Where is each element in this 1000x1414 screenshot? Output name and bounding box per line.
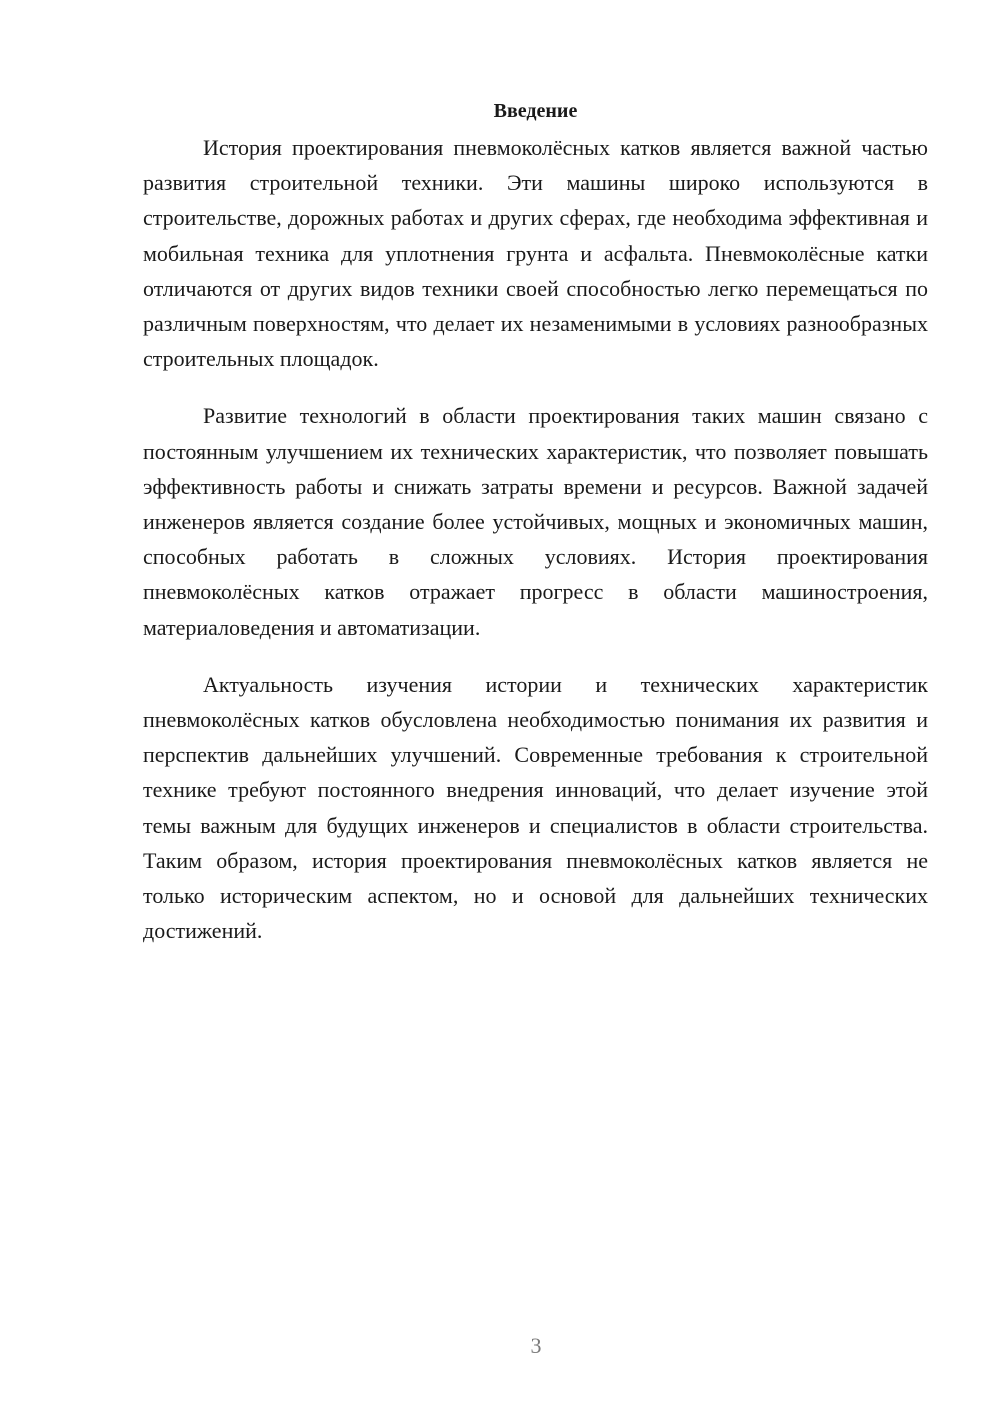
- paragraph-2: Развитие технологий в области проектирования таких машин связано с постоянным улучшением их технических характеристик, что позволяет повышать эффективность работы и снижать затраты времени и ресурсов. Важной задачей инженеров является создание более устойчивых, мощных и экономичных машин, способных работать в сложных условиях. История проектирования пневмоколёсных катков отражает прогресс в области машиностроения, материаловедения и автоматизации.: [143, 403, 928, 640]
- section-title: Введение: [493, 100, 578, 122]
- paragraph-1: История проектирования пневмоколёсных катков является важной частью развития строительной техники. Эти машины широко используются в строительстве, дорожных работах и других сферах, где необходима эффективная и мобильная техника для уплотнения грунта и асфальта. Пневмоколёсные катки отличаются от других видов техники своей способностью легко перемещаться по различным поверхностям, что делает их незаменимыми в условиях разнообразных строительных площадок.: [143, 135, 928, 372]
- page-content: [143, 96, 928, 970]
- paragraph-3: Актуальность изучения истории и технических характеристик пневмоколёсных катков обусловлена необходимостью понимания их развития и перспектив дальнейших улучшений. Современные требования к строительной технике требуют постоянного внедрения инноваций, что делает изучение этой темы важным для будущих инженеров и специалистов в области строительства. Таким образом, история проектирования пневмоколёсных катков является не только историческим аспектом, но и основой для дальнейших технических достижений.: [143, 671, 928, 944]
- page-number: 3: [530, 1333, 542, 1358]
